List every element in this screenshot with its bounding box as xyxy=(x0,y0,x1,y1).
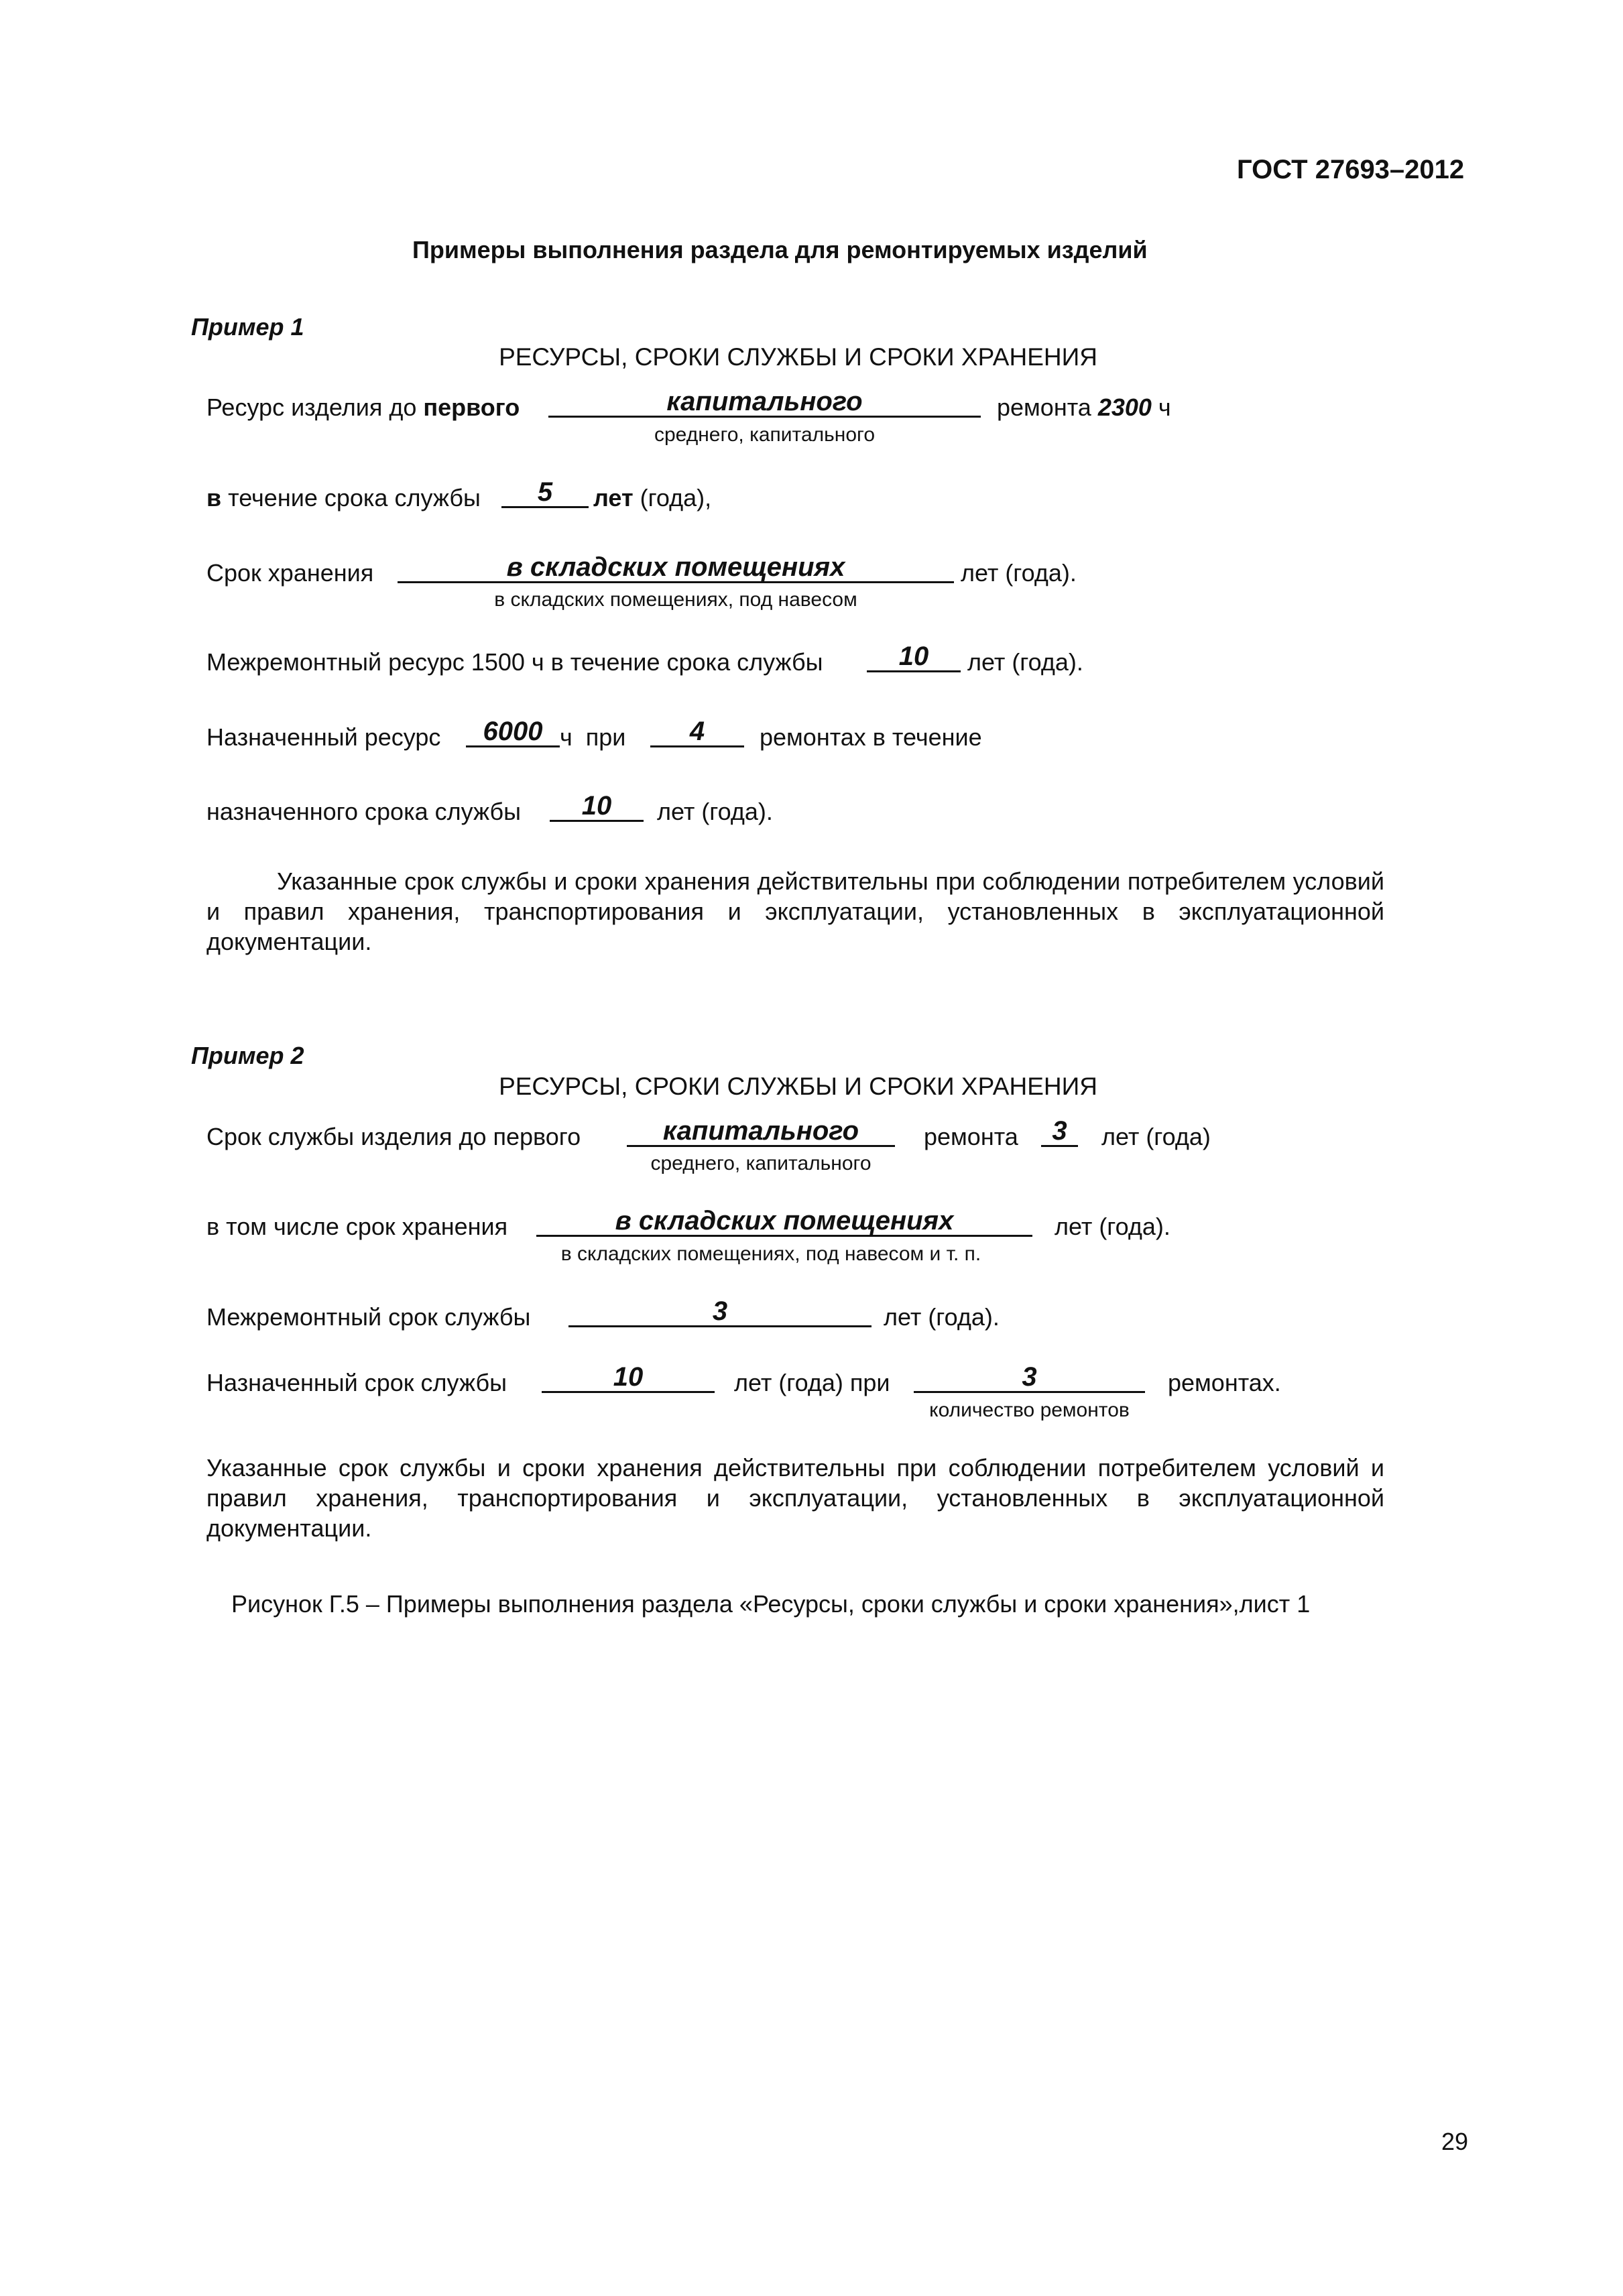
e2-line1-hint: среднего, капитального xyxy=(650,1152,871,1174)
e1-line2-tail xyxy=(593,483,711,513)
e2-line4-text-c: ремонтах. xyxy=(1168,1369,1281,1396)
e1-line1 xyxy=(206,392,520,422)
e2-line2-fill: в складских помещениях xyxy=(536,1207,1032,1237)
e1-line5-text-c: ремонтах в течение xyxy=(760,723,982,751)
e1-line3-text-b: лет (года). xyxy=(961,559,1077,587)
e1-line1-text-a: Ресурс изделия до xyxy=(206,394,424,421)
example1-heading xyxy=(0,342,1623,373)
e1-line2-text-a: в xyxy=(206,484,222,511)
e1-line3-hint: в складских помещениях, под навесом xyxy=(494,589,857,611)
e1-line6-text-a: назначенного срока службы xyxy=(206,798,522,825)
e1-line5-text-a: Назначенный ресурс xyxy=(206,723,441,751)
example2-heading xyxy=(0,1071,1623,1102)
e1-line4-fill: 10 xyxy=(867,642,961,672)
e2-line4-text-b: лет (года) при xyxy=(734,1369,890,1396)
e1-line1-tail xyxy=(997,392,1171,422)
e1-line3-fill: в складских помещениях xyxy=(398,553,954,583)
e1-line6-fill: 10 xyxy=(550,792,644,822)
e2-line3-fill: 3 xyxy=(568,1297,871,1327)
e2-note: Указанные срок службы и сроки хранения действительны при соблюдении потребителем условий и правил хранения, транспортирования и эксплуатации, установленных в эксплуатационной документации. xyxy=(206,1454,1384,1542)
e1-line2-text-d: (года), xyxy=(633,484,712,511)
e1-line1-text-c: ремонта xyxy=(997,394,1098,421)
example1-heading-text: РЕСУРСЫ, СРОКИ СЛУЖБЫ И СРОКИ ХРАНЕНИЯ xyxy=(499,343,1097,371)
e1-line4-text-b: лет (года). xyxy=(967,648,1083,676)
e1-line5-text-b: ч при xyxy=(560,723,626,751)
e2-line3-text-a: Межремонтный срок службы xyxy=(206,1303,531,1331)
e2-line2-text-a: в том числе срок хранения xyxy=(206,1213,508,1240)
e2-line4-text-a: Назначенный срок службы xyxy=(206,1369,507,1396)
e2-line1-text-a: Срок службы изделия до первого xyxy=(206,1123,581,1150)
e1-line2 xyxy=(206,483,481,513)
e2-line1-text-c: лет (года) xyxy=(1101,1123,1211,1150)
page-number: 29 xyxy=(1441,2128,1469,2155)
figure-caption: Рисунок Г.5 – Примеры выполнения раздела «Ресурсы, сроки службы и сроки хранения»,лист 1 xyxy=(231,1590,1311,1618)
e1-line3-text-a: Срок хранения xyxy=(206,559,374,587)
e1-line4-text-a: Межремонтный ресурс 1500 ч в течение срока службы xyxy=(206,648,823,676)
e1-line1-unit: ч xyxy=(1151,394,1171,421)
e1-line6-text-b: лет (года). xyxy=(657,798,773,825)
example2-label: Пример 2 xyxy=(191,1042,304,1069)
e2-line2-text-b: лет (года). xyxy=(1055,1213,1170,1240)
e1-line5-fill1: 6000 xyxy=(466,717,560,747)
e1-line1-hint: среднего, капитального xyxy=(654,424,876,446)
e1-line1-fill: капитального xyxy=(548,387,981,418)
e1-line1-value: 2300 xyxy=(1097,394,1152,421)
section-title: Примеры выполнения раздела для ремонтируемых изделий xyxy=(412,236,1148,263)
example2-heading-text: РЕСУРСЫ, СРОКИ СЛУЖБЫ И СРОКИ ХРАНЕНИЯ xyxy=(499,1073,1097,1100)
e1-line2-text-c: лет xyxy=(593,484,634,511)
e2-line4-hint: количество ремонтов xyxy=(929,1399,1130,1421)
e2-line2-hint: в складских помещениях, под навесом и т. п. xyxy=(560,1243,981,1265)
e1-line1-text-b: первого xyxy=(423,394,520,421)
e2-line1-fill2: 3 xyxy=(1041,1117,1078,1147)
standard-number: ГОСТ 27693–2012 xyxy=(1237,155,1465,184)
e2-line4-fill1: 10 xyxy=(542,1363,715,1393)
example1-label: Пример 1 xyxy=(191,313,304,341)
e1-line2-text-b: течение срока службы xyxy=(221,484,481,511)
e2-line1-fill1: капитального xyxy=(627,1117,895,1147)
e1-line5-fill2: 4 xyxy=(650,717,744,747)
e2-line3-text-b: лет (года). xyxy=(884,1303,1000,1331)
e1-note: Указанные срок службы и сроки хранения действительны при соблюдении потребителем условий и правил хранения, транспортирования и эксплуатации, установленных в эксплуатационной документации. xyxy=(206,867,1384,955)
e2-line1-text-b: ремонта xyxy=(924,1123,1018,1150)
e1-line2-fill: 5 xyxy=(501,478,589,508)
e2-line4-fill2: 3 xyxy=(914,1363,1145,1393)
